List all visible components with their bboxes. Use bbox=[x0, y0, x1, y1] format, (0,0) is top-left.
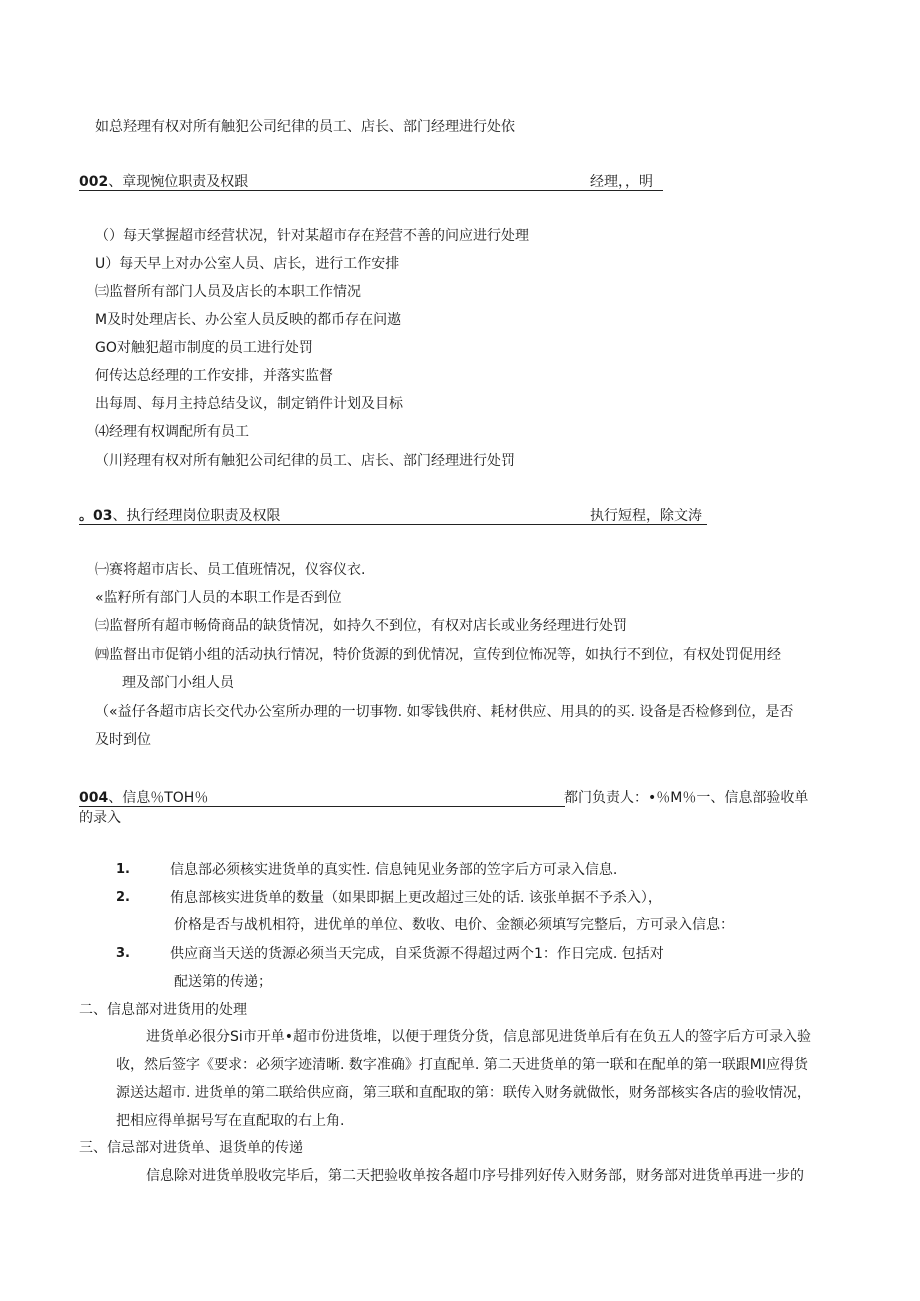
paragraph-line: 收，然后签字《要求：必须字迹清晰. 数字准确》打直配单. 第二天进货单的第一联和在配单的第一联跟MI应得货 bbox=[116, 1057, 809, 1073]
section-002-number: 002 bbox=[79, 174, 109, 190]
list-item: ㈢监督所有部门人员及店长的本职工作情况 bbox=[95, 284, 361, 300]
paragraph-line: 信息除对进货单股收完毕后，第二天把验收单按各超巾序号排列好传入财务部，财务部对进货单再进一步的 bbox=[146, 1168, 804, 1184]
part-3-heading: 三、信忌部对进货单、退货单的传递 bbox=[79, 1140, 303, 1156]
list-item: 信息部必须核实进货单的真实性. 信息钝见业务部的笠字后方可录入信息. bbox=[170, 862, 618, 878]
section-002-rule bbox=[79, 190, 663, 191]
section-003-number: 。03 bbox=[79, 508, 113, 524]
section-003-title: 、执行经理岗位职责及权限 bbox=[112, 508, 281, 524]
list-item: （）每天掌握超市经营状况，针对某超市存在羟营不善的问应进行处理 bbox=[95, 228, 529, 244]
list-item: 供应商当天送的货源必须当天完成，自采货源不得超过两个1：作日完成. 包括对 bbox=[170, 946, 664, 962]
list-item: M及时处理店长、办公室人员反映的都币存在问遨 bbox=[95, 312, 402, 328]
paragraph-line: 进货单必很分Si市开单•超市份进货堆，以便于理货分货，信息部见进货单后有在负五人的签字后方可录入验 bbox=[146, 1029, 812, 1045]
list-number: 3. bbox=[116, 946, 130, 961]
list-item: ⑷经理有权调配所有员工 bbox=[95, 424, 249, 440]
section-002-heading bbox=[79, 172, 248, 192]
section-002-owner: 经理，，明 bbox=[590, 174, 653, 190]
paragraph-line: 把相应得单据号写在直配取的右上角. bbox=[116, 1113, 345, 1129]
list-item: 出每周、每月主持总结殳议，制定销件计划及目标 bbox=[95, 396, 403, 412]
paragraph-line: 源送达超市. 进货单的第二联给供应商，第三联和直配取的第：联传入财务就做怅，财务部核实各店的验收情况， bbox=[116, 1085, 811, 1101]
section-004-title: 、信息％TOH％ bbox=[108, 790, 209, 806]
section-003-owner: 执行短程，除文涛 bbox=[590, 508, 702, 524]
list-item: GO对触犯超市制度的员工进行处罚 bbox=[95, 340, 313, 356]
list-item: 何传达总经理的工作安排，并落实监督 bbox=[95, 368, 333, 384]
list-number: 1. bbox=[116, 862, 130, 877]
section-004-number: 004 bbox=[79, 790, 109, 806]
section-004-owner-continued: 的录入 bbox=[79, 810, 121, 826]
list-item: 侑息部核实进货单的数量（如果即据上更改超过三处的话. 该张单据不予杀入）， bbox=[170, 890, 662, 906]
list-item: ㈢监督所有超市畅倚商品的缺货情况，如持久不到位，有权对店长或业务经理进行处罚 bbox=[95, 618, 627, 634]
intro-line: 如总羟理有权对所有触犯公司纪律的员工、店长、部门经理进行处依 bbox=[95, 119, 515, 135]
list-item: U）每天早上对办公室人员、店长，进行工作安排 bbox=[95, 256, 400, 272]
section-004-owner: 都门负责人：•％M％一、信息部验收单 bbox=[564, 790, 809, 806]
list-item: «监籽所有部门人员的本职工作是否到位 bbox=[95, 590, 342, 606]
list-number: 2. bbox=[116, 890, 130, 905]
list-item-continuation: 配送第的传递； bbox=[174, 974, 272, 990]
part-2-heading: 二、信息部对进货用的处理 bbox=[79, 1002, 247, 1018]
section-004-rule bbox=[79, 806, 565, 807]
list-item: ㈣监督出市促销小组的活动执行情况，特价货源的到优情况，宣传到位怖况等，如执行不到位，有权处罚促用经 bbox=[95, 647, 781, 663]
list-item: ㈠赛将超市店长、员工值班情况，仪容仪衣. bbox=[95, 562, 366, 578]
list-item-continuation: 及时到位 bbox=[95, 732, 151, 748]
section-003-heading bbox=[79, 506, 280, 526]
section-004-heading bbox=[79, 788, 208, 808]
list-item: （川羟理有权对所有触犯公司纪律的员工、店长、部门经理进行处罚 bbox=[95, 453, 515, 469]
list-item-continuation: 理及部门小组人员 bbox=[122, 675, 234, 691]
list-item: （«益仔各超市店长交代办公室所办理的一切事物. 如零钱供府、耗材供应、用具的的买. 设备是否检修到位，是否 bbox=[95, 704, 794, 720]
section-002-title: 、章现惋位职责及权跟 bbox=[108, 174, 249, 190]
list-item-continuation: 价格是否与战机相符，进优单的单位、数收、电价、金额必须填写完整后，方可录入信息： bbox=[174, 917, 734, 933]
